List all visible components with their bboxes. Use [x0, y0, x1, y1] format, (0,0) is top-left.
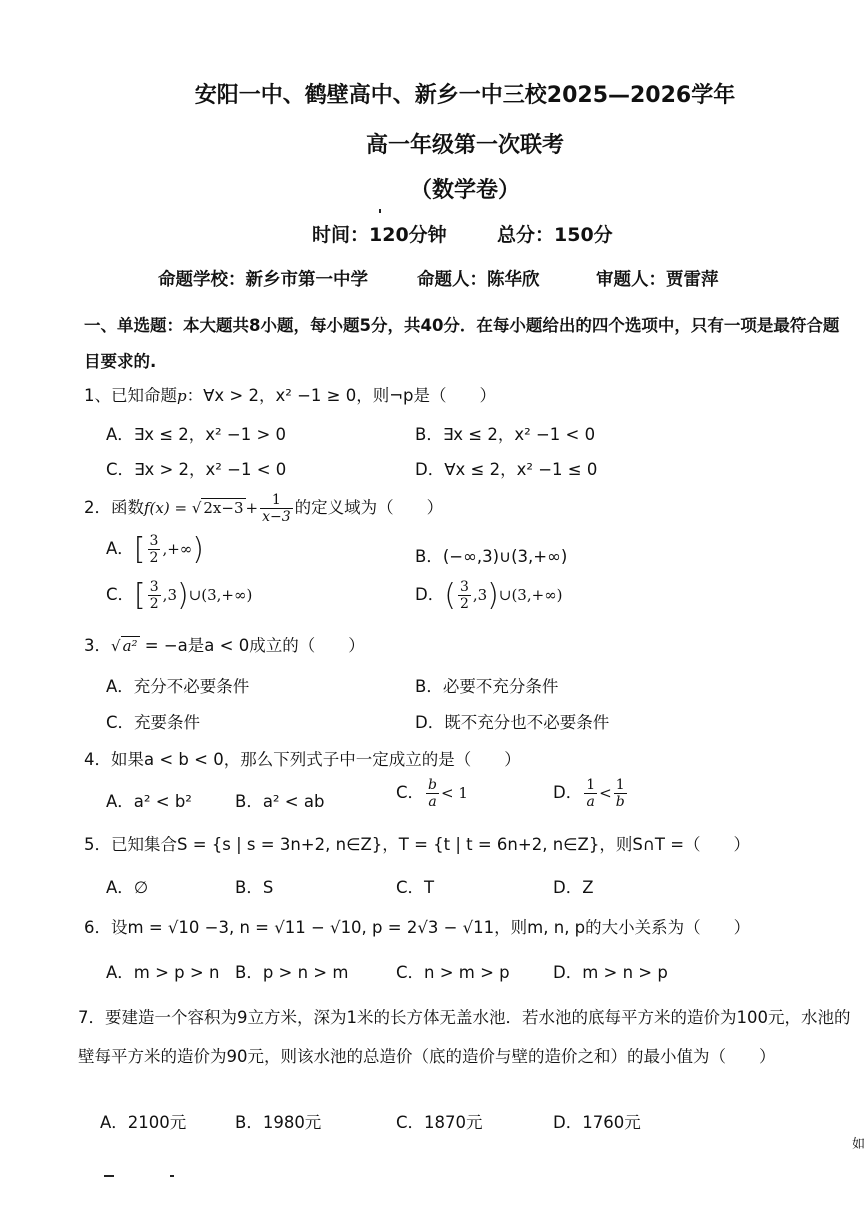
scan-mark [170, 1175, 174, 1177]
question-5-option-a: A．∅ [106, 878, 149, 897]
question-4-option-a: A．a² < b² [106, 792, 192, 811]
question-3-option-b: B．必要不充分条件 [415, 677, 559, 696]
exam-school: 命题学校：新乡市第一中学 [158, 270, 368, 290]
question-1-stem: 1、已知命题p：∀x > 2，x² −1 ≥ 0，则¬p是（ ） [84, 386, 497, 405]
scan-mark [104, 1175, 114, 1177]
question-1-option-a: A．∃x ≤ 2，x² −1 > 0 [106, 425, 287, 444]
question-6-option-c: C．n > m > p [396, 963, 510, 982]
question-2-option-c: C．[ $\frac{3}{2}$ ,3)∪(3,+∞) [106, 578, 253, 613]
question-2-option-a: A．[ $\frac{3}{2}$ ,+∞) [106, 532, 204, 567]
question-6-option-b: B．p > n > m [235, 963, 349, 982]
exam-subtitle: 高一年级第一次联考 [365, 133, 564, 158]
question-4-option-c: C． $\frac{b}{a}$ < 1 [396, 777, 468, 810]
question-3-option-a: A．充分不必要条件 [106, 677, 250, 696]
question-7-stem: 7．要建造一个容积为9立方米，深为1米的长方体无盖水池．若水池的底每平方米的造价为100元，水池的壁每平方米的造价为90元，则该水池的总造价（底的造价与壁的造价之和）的最小值为（ ） [78, 1008, 851, 1066]
question-2-stem: 2．函数f(x) = √ 2x−3 + $\frac{1}{x-3}$ 的定义域为（ ） [84, 492, 444, 525]
question-3-option-d: D．既不充分也不必要条件 [415, 713, 610, 732]
question-1-option-d: D．∀x ≤ 2，x² −1 ≤ 0 [415, 460, 598, 479]
exam-subject: （数学卷） [409, 178, 520, 203]
scan-mark [379, 209, 381, 213]
question-4-option-d: D． $\frac{1}{a}$ < $\frac{1}{b}$ [553, 777, 625, 810]
section-instructions: 一、单选题：本大题共8小题，每小题5分，共40分．在每小题给出的四个选项中，只有一项是最符合题目要求的. [84, 316, 840, 371]
question-3-option-c: C．充要条件 [106, 713, 201, 732]
question-6-stem: 6．设m = √10 −3, n = √11 − √10, p = 2√3 − √11，则m, n, p的大小关系为（ ） [84, 918, 751, 937]
exam-title: 安阳一中、鹤壁高中、新乡一中三校2025—2026学年 [194, 83, 736, 108]
question-6-option-a: A．m > p > n [106, 963, 220, 982]
question-4-stem: 4．如果a < b < 0，那么下列式子中一定成立的是（ ） [84, 750, 521, 769]
question-2-option-d: D．( $\frac{3}{2}$ ,3)∪(3,+∞) [415, 578, 563, 613]
exam-reviewer: 审题人：贾雷萍 [596, 270, 719, 290]
question-2-option-b: B．(−∞,3)∪(3,+∞) [415, 547, 568, 566]
question-7-option-a: A．2100元 [100, 1113, 187, 1132]
question-7-option-c: C．1870元 [396, 1113, 483, 1132]
cropped-edge-text: 如 [852, 1137, 866, 1152]
question-4-option-b: B．a² < ab [235, 792, 325, 811]
question-7-option-b: B．1980元 [235, 1113, 322, 1132]
question-5-option-c: C．T [396, 878, 435, 897]
exam-author: 命题人：陈华欣 [417, 270, 540, 290]
question-5-option-b: B．S [235, 878, 274, 897]
question-6-option-d: D．m > n > p [553, 963, 668, 982]
question-5-stem: 5．已知集合S = {s | s = 3n+2, n∈Z}，T = {t | t = 6n+2, n∈Z}，则S∩T =（ ） [84, 835, 751, 854]
question-3-stem: 3．√ a² = −a是a < 0成立的（ ） [84, 636, 365, 655]
question-5-option-d: D．Z [553, 878, 594, 897]
question-1-option-c: C．∃x > 2，x² −1 < 0 [106, 460, 287, 479]
question-7-option-d: D．1760元 [553, 1113, 641, 1132]
exam-score: 总分：150分 [497, 224, 613, 246]
question-1-option-b: B．∃x ≤ 2，x² −1 < 0 [415, 425, 596, 444]
exam-time: 时间：120分钟 [312, 224, 447, 246]
